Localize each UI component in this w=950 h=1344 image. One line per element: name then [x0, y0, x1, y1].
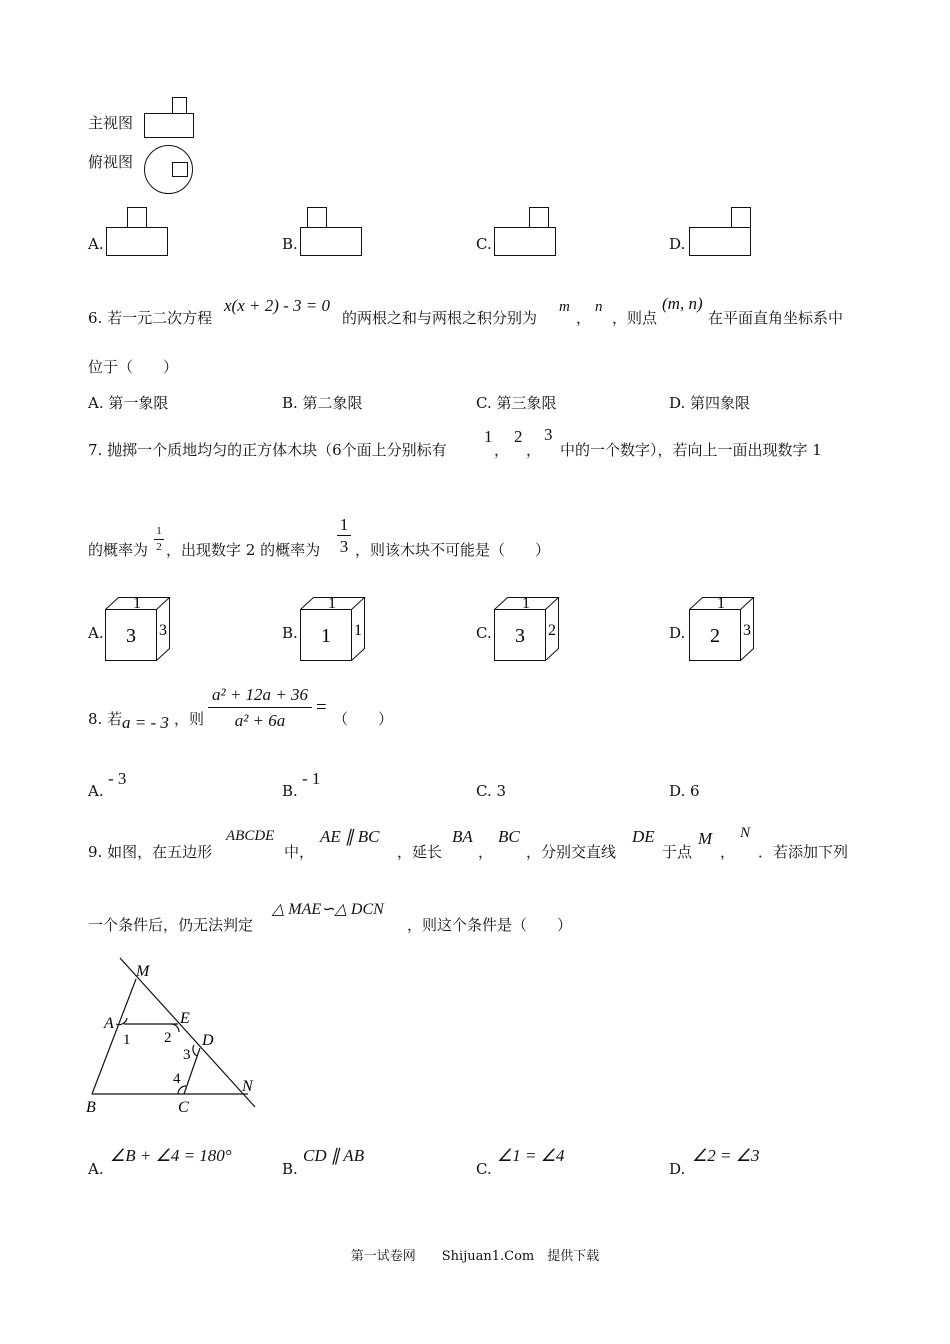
q7-num3: 3 [544, 425, 553, 444]
fig-angle-3: 3 [183, 1047, 191, 1063]
q6-m: m [559, 299, 570, 315]
fig-label-a: A [104, 1015, 114, 1032]
q8-equals: = [316, 697, 327, 718]
q6-mid2: ，则点 [612, 309, 658, 327]
q7-b-side: 1 [354, 622, 362, 639]
q7-frac2 [337, 516, 351, 555]
q5-option-c-label: C. [476, 235, 492, 253]
q9-line2: 一个条件后，仍无法判定 [88, 916, 254, 934]
q7-c-top: 1 [522, 595, 530, 612]
q6-line2: 位于（ ） [88, 358, 179, 376]
q9-zhong: 中， [284, 843, 315, 861]
q6-comma: ， [576, 309, 592, 327]
q7-stem: 7. 抛掷一个质地均匀的正方体木块（6个面上分别标有 [88, 441, 447, 459]
q7-option-d-label: D. [669, 624, 686, 642]
q8-option-d: D. 6 [669, 782, 700, 800]
q9-line2end: ，则这个条件是（ ） [407, 916, 573, 934]
q8-fraction [208, 686, 312, 729]
q7-a-front: 3 [126, 625, 136, 647]
q9-bc: BC [498, 827, 520, 846]
q7-option-b-cube [300, 597, 370, 663]
q7-c-side: 2 [548, 622, 556, 639]
q7-b-front: 1 [321, 625, 331, 647]
q6-mid1: 的两根之和与两根之积分别为 [342, 309, 538, 327]
q8-denominator: a² + 6a [234, 711, 286, 730]
q9-n-point: N [740, 825, 751, 841]
q8-option-a-value: - 3 [108, 769, 127, 788]
q8-numerator: a² + 12a + 36 [211, 685, 309, 704]
q6-option-b: B. 第二象限 [282, 394, 363, 412]
q7-frac1-den: 2 [156, 541, 162, 553]
q9-tail: ．若添加下列 [758, 843, 849, 861]
fig-label-n: N [242, 1078, 253, 1095]
q7-option-b-label: B. [282, 624, 298, 642]
q9-similar: △ MAE∽△ DCN [272, 901, 384, 918]
q7-num2: 2 [514, 427, 523, 446]
q7-frac1 [154, 526, 164, 553]
q9-option-a-label: A. [88, 1160, 104, 1178]
q6-tail: 在平面直角坐标系中 [708, 309, 844, 327]
q6-option-a: A. 第一象限 [88, 394, 169, 412]
q9-cross: ，分别交直线 [526, 843, 617, 861]
q7-c-front: 3 [515, 625, 525, 647]
q7-d-side: 3 [743, 622, 751, 639]
top-view-figure [144, 145, 196, 197]
q7-line2c: ，则该木块不可能是（ ） [355, 541, 551, 559]
q8-then: ，则 [174, 710, 205, 728]
page-footer: 第一试卷网 Shijuan1.Com 提供下载 [350, 1249, 600, 1264]
q9-geometry-figure [80, 955, 270, 1120]
q9-option-b-label: B. [282, 1160, 298, 1178]
q7-frac2-den: 3 [339, 537, 349, 556]
q7-line2a: 的概率为 [88, 541, 149, 559]
q6-option-c: C. 第三象限 [476, 394, 557, 412]
q6-stem: 6. 若一元二次方程 [88, 309, 213, 327]
q9-option-c-value: ∠1 = ∠4 [497, 1146, 565, 1165]
q9-comma1: ， [478, 843, 494, 861]
q7-frac1-num: 1 [156, 525, 162, 537]
q7-option-c-cube [494, 597, 564, 663]
q9-shape: ABCDE [226, 828, 275, 844]
top-view-label: 俯视图 [88, 153, 134, 171]
q7-tail: 中的一个数字），若向上一面出现数字 1 [560, 441, 822, 459]
q9-option-d-value: ∠2 = ∠3 [692, 1146, 760, 1165]
fig-label-b: B [86, 1099, 96, 1116]
q9-parallel: AE ∥ BC [320, 827, 380, 846]
q7-comma2: ， [526, 441, 542, 459]
q5-option-b-figure [300, 207, 364, 259]
q7-line2b: ，出现数字 2 的概率为 [166, 541, 321, 559]
q8-condition: a = - 3 [122, 713, 169, 732]
q5-option-d-figure [689, 207, 753, 259]
q7-option-a-cube [105, 597, 175, 663]
q8-option-b-label: B. [282, 782, 298, 800]
q7-num1: 1 [484, 427, 493, 446]
q5-option-d-label: D. [669, 235, 686, 253]
q8-stem: 8. 若 [88, 710, 123, 728]
q9-de: DE [632, 827, 655, 846]
fig-angle-2: 2 [164, 1030, 172, 1046]
fig-angle-4: 4 [173, 1071, 181, 1087]
q7-b-top: 1 [328, 595, 336, 612]
q7-option-d-cube [689, 597, 759, 663]
q9-comma2: ， [720, 843, 736, 861]
q9-stem: 9. 如图，在五边形 [88, 843, 213, 861]
q9-option-b-value: CD ∥ AB [303, 1146, 365, 1165]
q8-paren: （ ） [333, 710, 394, 728]
fig-label-m: M [136, 963, 150, 980]
q9-m-point: M [698, 829, 713, 848]
q7-a-top: 1 [133, 595, 141, 612]
q6-n: n [595, 299, 603, 315]
q6-equation: x(x + 2) - 3 = 0 [224, 296, 331, 315]
q5-option-b-label: B. [282, 235, 298, 253]
q5-option-c-figure [494, 207, 558, 259]
q7-comma1: ， [494, 441, 510, 459]
fig-label-d: D [202, 1032, 214, 1049]
q7-d-front: 2 [710, 625, 720, 647]
q9-option-d-label: D. [669, 1160, 686, 1178]
q7-a-side: 3 [159, 622, 167, 639]
q6-option-d: D. 第四象限 [669, 394, 751, 412]
q9-option-a-value: ∠B + ∠4 = 180° [110, 1146, 232, 1165]
fig-label-e: E [180, 1010, 190, 1027]
q5-option-a-label: A. [88, 235, 104, 253]
q8-option-c: C. 3 [476, 782, 507, 800]
q6-point: (m, n) [662, 294, 703, 313]
q9-option-c-label: C. [476, 1160, 492, 1178]
q5-option-a-figure [106, 207, 170, 259]
q7-frac2-num: 1 [339, 515, 349, 534]
q9-ba: BA [452, 827, 473, 846]
front-view-label: 主视图 [88, 114, 134, 132]
q8-option-b-value: - 1 [302, 769, 321, 788]
fig-label-c: C [178, 1099, 189, 1116]
q7-option-c-label: C. [476, 624, 492, 642]
front-view-figure [144, 97, 196, 139]
q9-at: 于点 [662, 843, 693, 861]
q7-d-top: 1 [717, 595, 725, 612]
q7-option-a-label: A. [88, 624, 104, 642]
fig-angle-1: 1 [123, 1032, 131, 1048]
q9-extend: ，延长 [397, 843, 443, 861]
q8-option-a-label: A. [88, 782, 104, 800]
